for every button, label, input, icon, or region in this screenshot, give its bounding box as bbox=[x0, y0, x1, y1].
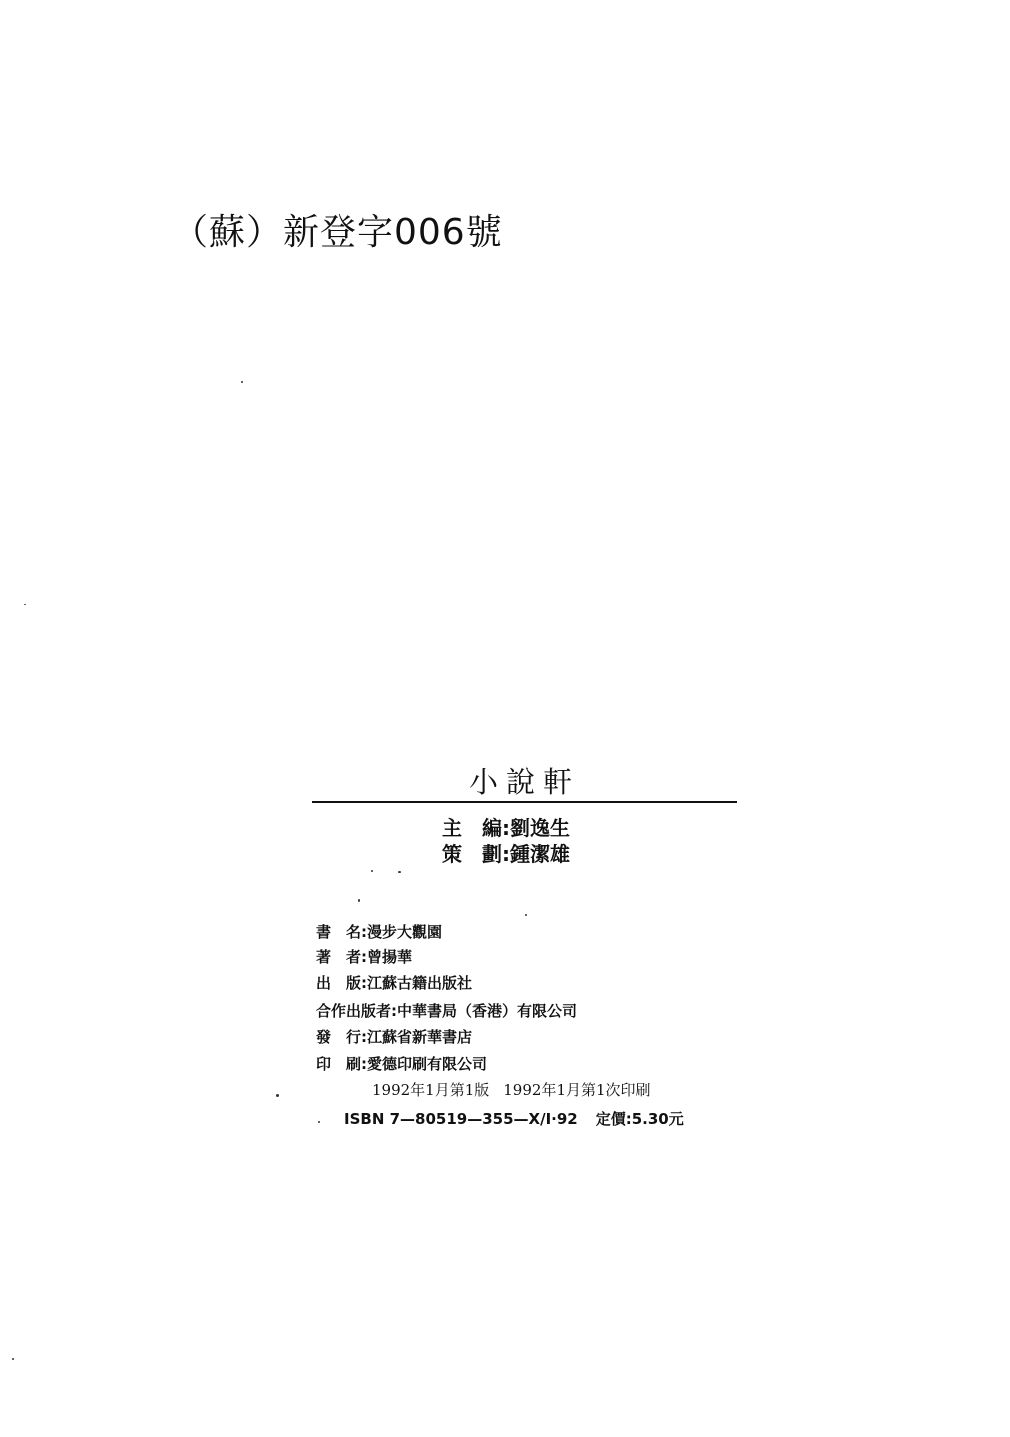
scan-speck bbox=[525, 914, 527, 916]
colophon-value: 曾揚華 bbox=[367, 948, 413, 966]
price-value: 5.30元 bbox=[631, 1110, 684, 1128]
colophon-row bbox=[316, 1001, 577, 1021]
colophon-row bbox=[316, 922, 442, 942]
title-divider bbox=[312, 801, 737, 803]
colophon-value: 漫步大觀園 bbox=[367, 923, 443, 941]
colophon-value: 中華書局（香港）有限公司 bbox=[397, 1002, 578, 1020]
colophon-label: 書 名: bbox=[316, 923, 367, 941]
scan-speck bbox=[12, 1358, 14, 1360]
credit-label: 主 編: bbox=[442, 816, 510, 840]
colophon-value: 江蘇省新華書店 bbox=[367, 1028, 473, 1046]
scan-speck bbox=[241, 381, 243, 383]
colophon-label: 合作出版者: bbox=[316, 1002, 397, 1020]
colophon-row bbox=[316, 1054, 487, 1074]
scan-speck bbox=[318, 1121, 320, 1123]
registration-number: （蘇）新登字006號 bbox=[172, 212, 503, 253]
colophon-label: 印 刷: bbox=[316, 1055, 367, 1073]
isbn-price-line bbox=[344, 1108, 684, 1129]
scan-speck bbox=[276, 1094, 279, 1097]
scan-speck bbox=[371, 870, 373, 872]
colophon-label: 著 者: bbox=[316, 948, 367, 966]
colophon-label: 出 版: bbox=[316, 974, 367, 992]
colophon-label: 發 行: bbox=[316, 1028, 367, 1046]
credit-value: 劉逸生 bbox=[510, 816, 570, 840]
edition-info: 1992年1月第1版 bbox=[372, 1081, 490, 1099]
printing-info: 1992年1月第1次印刷 bbox=[503, 1081, 651, 1099]
scan-speck bbox=[398, 871, 401, 873]
colophon-value: 愛德印刷有限公司 bbox=[367, 1055, 488, 1073]
credit-label: 策 劃: bbox=[442, 842, 510, 866]
credit-planner bbox=[442, 842, 570, 866]
scan-speck bbox=[358, 899, 360, 902]
scan-speck bbox=[24, 604, 26, 605]
colophon-row bbox=[316, 947, 412, 967]
edition-line bbox=[372, 1079, 651, 1100]
series-title: 小說軒 bbox=[468, 765, 580, 799]
credit-chief-editor bbox=[442, 816, 570, 840]
isbn: ISBN 7—80519—355—X/I·92 bbox=[344, 1110, 578, 1128]
price-label: 定價: bbox=[595, 1110, 632, 1128]
colophon-value: 江蘇古籍出版社 bbox=[367, 974, 473, 992]
credit-value: 鍾潔雄 bbox=[510, 842, 570, 866]
colophon-row bbox=[316, 973, 472, 993]
colophon-row bbox=[316, 1027, 472, 1047]
